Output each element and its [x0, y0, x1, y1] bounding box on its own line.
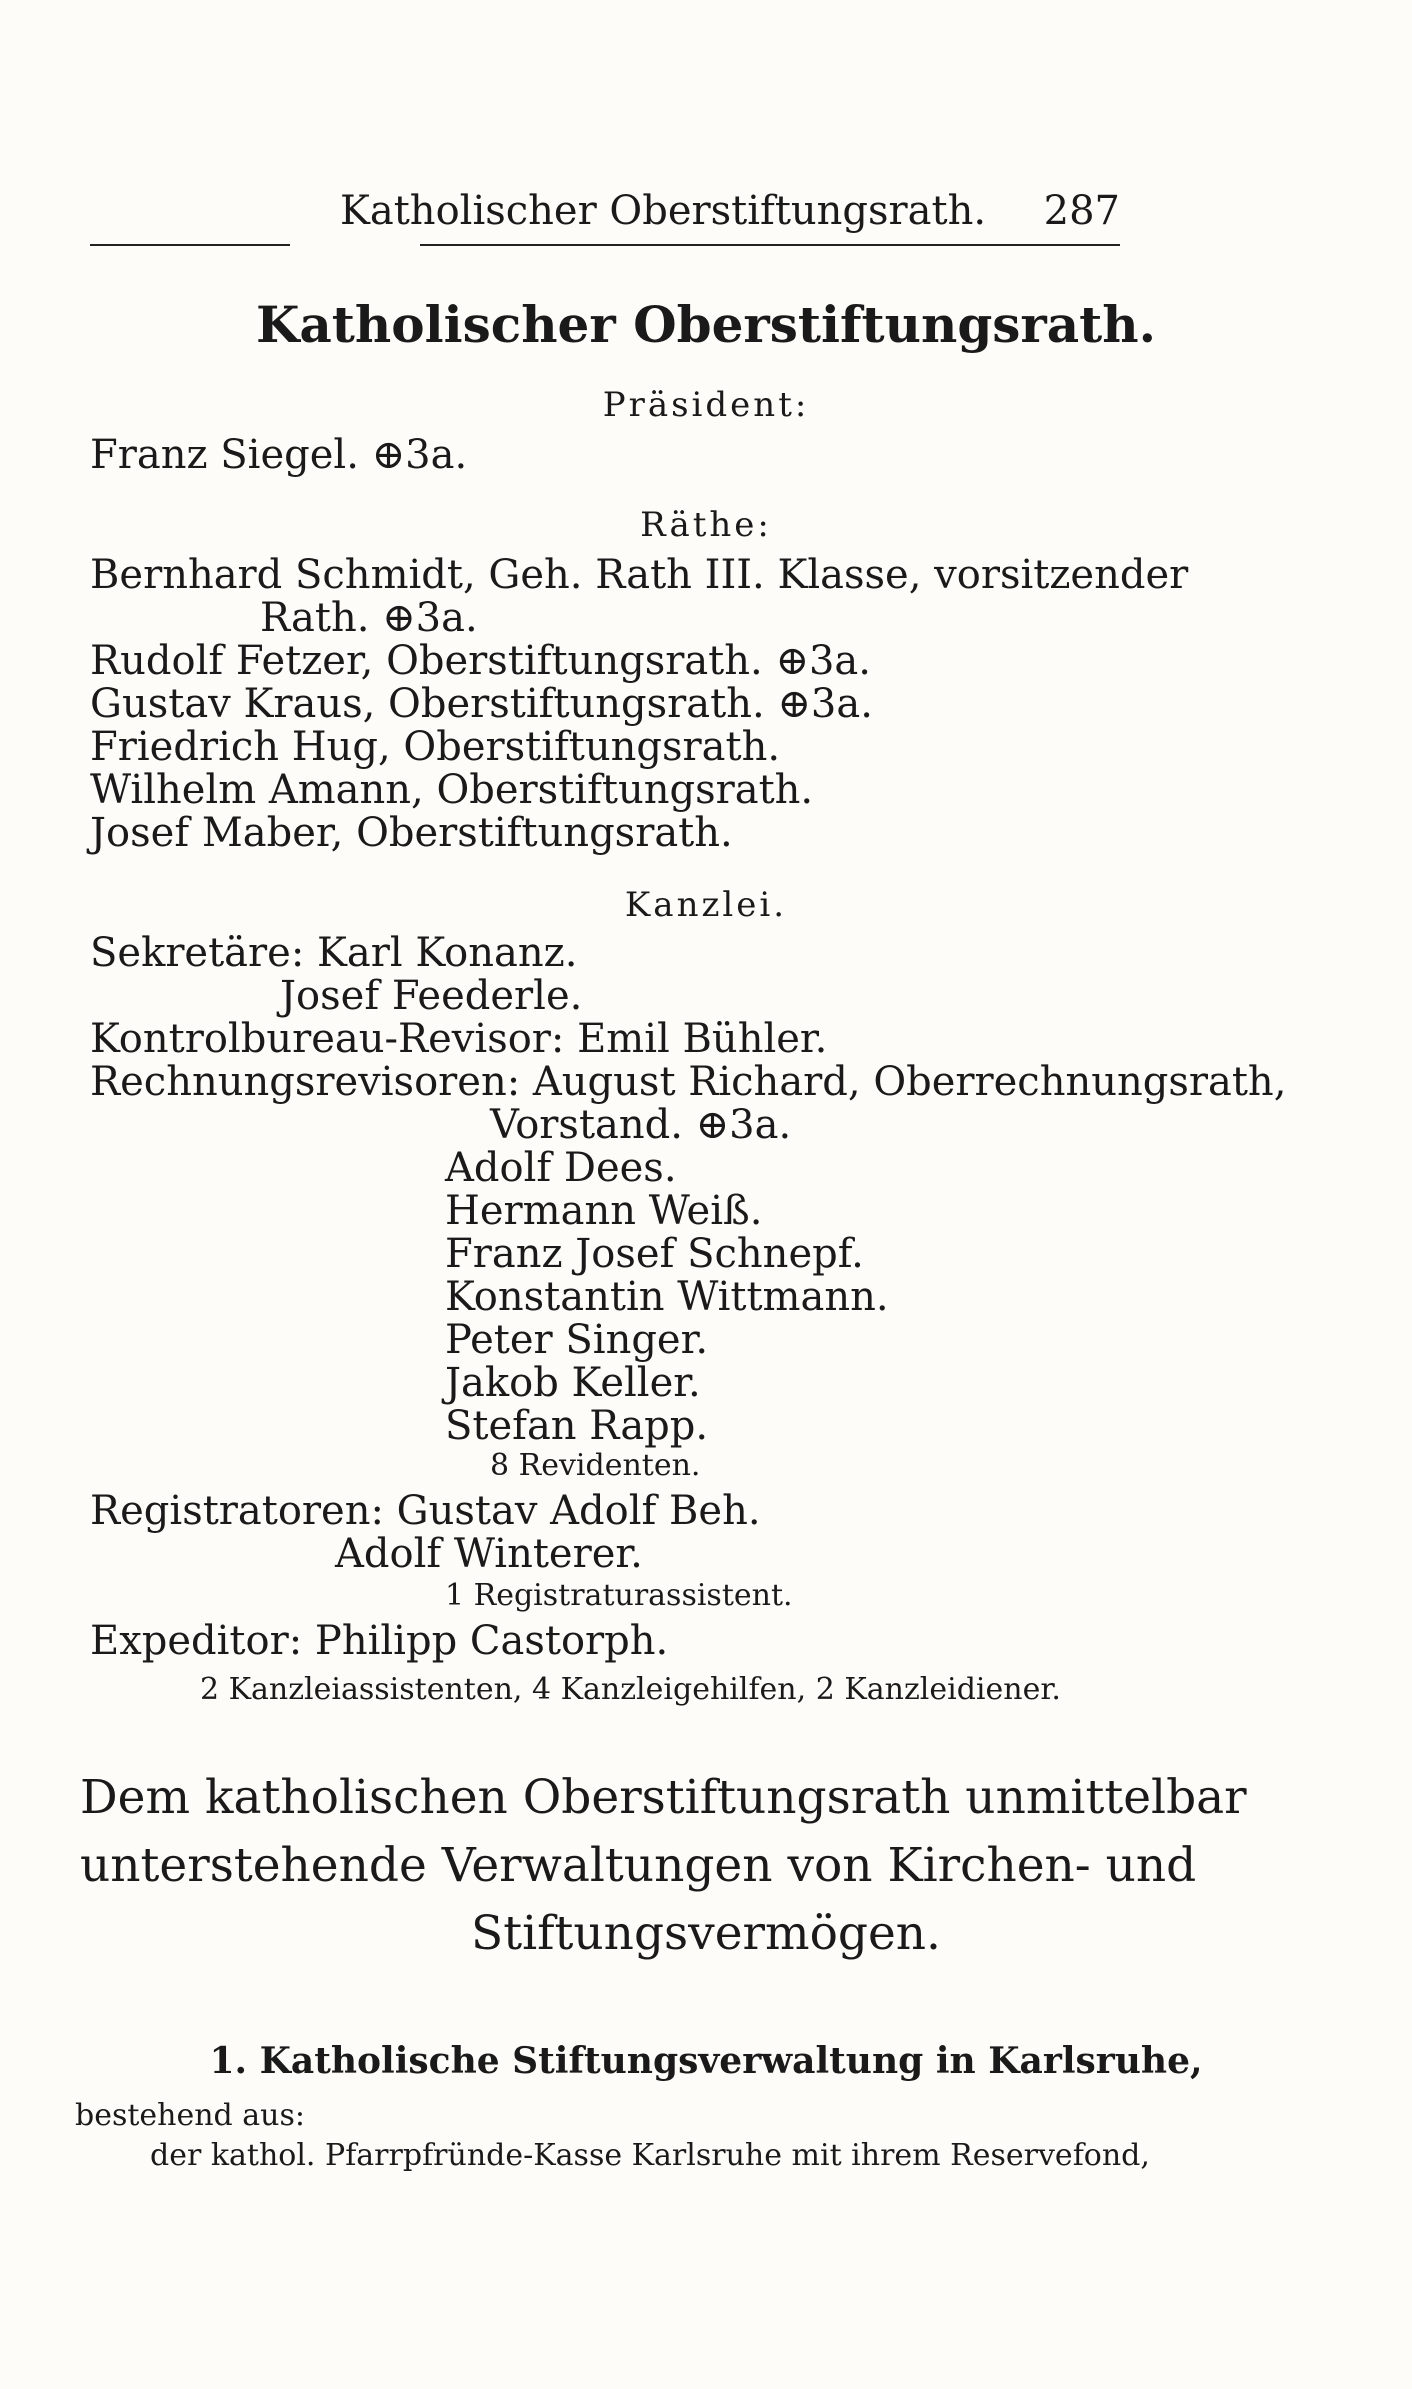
section-heading-line: Stiftungsvermögen.: [471, 1906, 941, 1961]
kanzlei-line: Kontrolbureau-Revisor: Emil Bühler.: [90, 1016, 828, 1062]
body-line: der kathol. Pfarrpfründe-Kasse Karlsruhe mit ihrem Reservefond,: [150, 2138, 1150, 2173]
header-rule-right: [420, 244, 1120, 246]
praesident-label: Präsident:: [602, 385, 810, 425]
page-title: Katholischer Oberstiftungsrath.: [255, 295, 1157, 354]
kanzlei-line: Expeditor: Philipp Castorph.: [90, 1618, 669, 1664]
kanzlei-line: Jakob Keller.: [445, 1360, 701, 1406]
raethe-line: Friedrich Hug, Oberstiftungsrath.: [90, 724, 781, 770]
raethe-line: Gustav Kraus, Oberstiftungsrath. ⊕3a.: [90, 681, 873, 727]
kanzlei-line: Hermann Weiß.: [445, 1188, 763, 1234]
kanzlei-line: Josef Feederle.: [280, 973, 583, 1019]
kanzlei-line: 2 Kanzleiassistenten, 4 Kanzleigehilfen, 2 Kanzleidiener.: [200, 1672, 1061, 1707]
section-heading-line: Dem katholischen Oberstiftungsrath unmittelbar: [80, 1770, 1247, 1825]
raethe-line: Rudolf Fetzer, Oberstiftungsrath. ⊕3a.: [90, 638, 871, 684]
sub-heading: 1. Katholische Stiftungsverwaltung in Karlsruhe,: [209, 2040, 1203, 2082]
kanzlei-line: Rechnungsrevisoren: August Richard, Oberrechnungsrath,: [90, 1059, 1287, 1105]
kanzlei-line: Peter Singer.: [445, 1317, 709, 1363]
running-head-title: Katholischer Oberstiftungsrath.: [340, 188, 987, 234]
kanzlei-line: Stefan Rapp.: [445, 1403, 709, 1449]
kanzlei-line: Sekretäre: Karl Konanz.: [90, 930, 578, 976]
kanzlei-line: Konstantin Wittmann.: [445, 1274, 889, 1320]
kanzlei-line: 1 Registraturassistent.: [445, 1578, 793, 1613]
page-number: 287: [1043, 188, 1120, 234]
running-head: [90, 180, 1120, 250]
praesident-entry: Franz Siegel. ⊕3a.: [90, 432, 468, 478]
header-rule-left: [90, 244, 290, 246]
raethe-label: Räthe:: [640, 505, 772, 545]
kanzlei-line: Franz Josef Schnepf.: [445, 1231, 864, 1277]
body-line: bestehend aus:: [75, 2098, 306, 2133]
raethe-line: Rath. ⊕3a.: [260, 595, 478, 641]
kanzlei-label: Kanzlei.: [624, 885, 788, 925]
kanzlei-line: Vorstand. ⊕3a.: [490, 1102, 792, 1148]
raethe-line: Bernhard Schmidt, Geh. Rath III. Klasse, vorsitzender: [90, 552, 1189, 598]
kanzlei-line: Adolf Dees.: [445, 1145, 677, 1191]
kanzlei-line: Registratoren: Gustav Adolf Beh.: [90, 1488, 761, 1534]
raethe-line: Josef Maber, Oberstiftungsrath.: [90, 810, 733, 856]
kanzlei-line: 8 Revidenten.: [490, 1448, 701, 1483]
section-heading-line: unterstehende Verwaltungen von Kirchen- und: [80, 1838, 1197, 1893]
raethe-line: Wilhelm Amann, Oberstiftungsrath.: [90, 767, 814, 813]
kanzlei-line: Adolf Winterer.: [335, 1531, 643, 1577]
